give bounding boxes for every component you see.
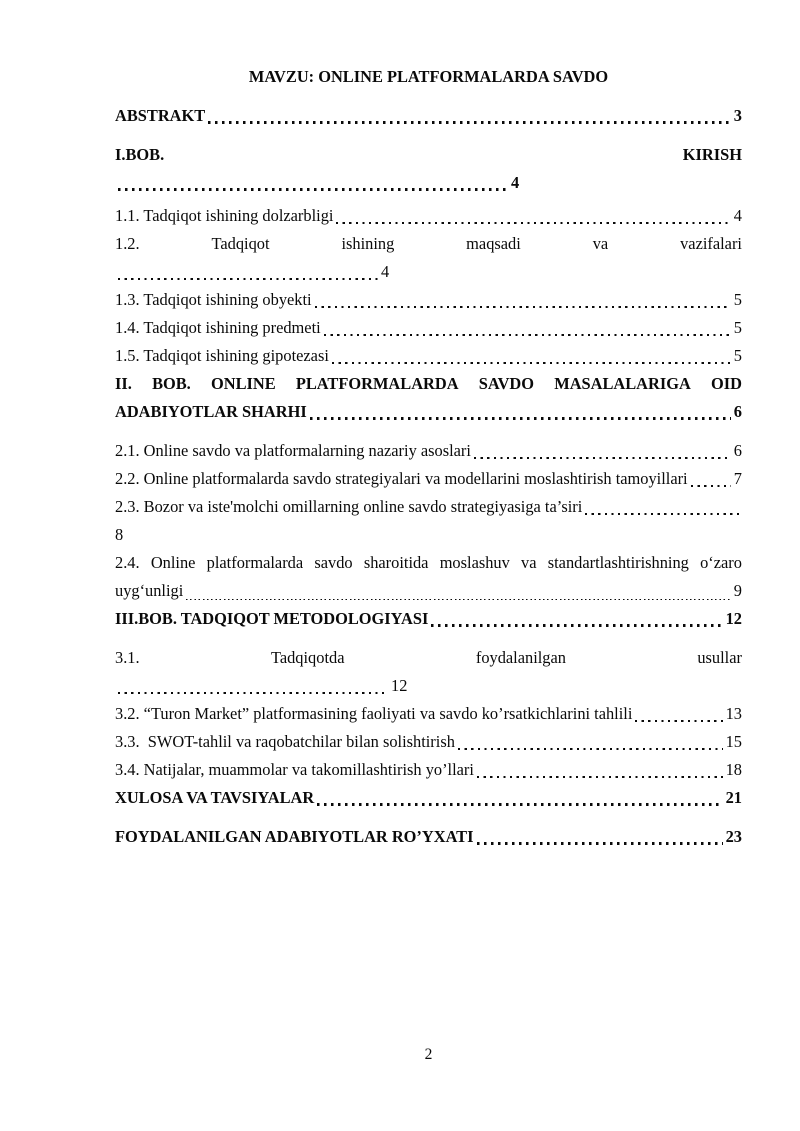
toc-entry-label: 3.2. “Turon Market” platformasining faoliyati va savdo ko’rsatkichlarini tahlili [115, 704, 633, 723]
toc-entry-1-3 [115, 286, 742, 314]
toc-entry-3-1 [115, 644, 742, 672]
toc-entry-bob3 [115, 605, 742, 633]
toc-entry-label: XULOSA VA TAVSIYALAR [115, 788, 315, 807]
document-title: MAVZU: ONLINE PLATFORMALARDA SAVDO [248, 67, 609, 86]
justified-word: 2.4. [115, 553, 140, 572]
toc-entry-bob2-line2 [115, 398, 742, 426]
dot-leader [457, 728, 724, 756]
toc-entry-page: 18 [725, 760, 742, 779]
toc-entry-xulosa [115, 784, 742, 812]
justified-word: MASALALARIGA [554, 374, 691, 393]
toc-entry-page: 4 [733, 206, 742, 225]
table-of-contents [115, 63, 742, 851]
toc-entry-2-3-page-line: 8 [115, 525, 124, 544]
toc-entry-2-1 [115, 437, 742, 465]
justified-word: va [521, 553, 537, 572]
justified-word: sharoitida [363, 553, 429, 572]
toc-entry-label: 3.4. Natijalar, muammolar va takomillashtirish yo’llari [115, 760, 474, 779]
toc-entry-2-4-line1 [115, 549, 742, 577]
dot-leader [207, 102, 732, 130]
justified-word: Online [150, 553, 196, 572]
justified-word: va [592, 234, 609, 253]
toc-entry-page: 4 [381, 262, 390, 281]
toc-entry-page: 12 [725, 609, 742, 628]
toc-entry-page: 3 [733, 106, 742, 125]
toc-entry-page: 7 [733, 469, 742, 488]
toc-entry-3-4 [115, 756, 742, 784]
toc-entry-label: 1.4. Tadqiqot ishining predmeti [115, 318, 321, 337]
dot-leader [185, 577, 732, 605]
justified-word: standartlashtirishning [547, 553, 689, 572]
dot-leader [634, 700, 723, 728]
toc-entry-page: 9 [733, 581, 742, 600]
justified-word: platformalarda [206, 553, 304, 572]
toc-entry-bob1-page-line [115, 169, 742, 197]
dot-leader [323, 314, 732, 342]
toc-entry-page: 5 [733, 346, 742, 365]
toc-entry-abstrakt [115, 102, 742, 130]
toc-entry-page: 13 [725, 704, 742, 723]
justified-word: moslashuv [439, 553, 510, 572]
dot-leader [476, 823, 724, 851]
dot-leader [117, 258, 379, 286]
toc-entry-page: 6 [733, 402, 742, 421]
justified-word: oʻzaro [700, 553, 742, 572]
toc-entry-1-1 [115, 202, 742, 230]
toc-entry-label: uygʻunligi [115, 581, 184, 600]
justified-word: PLATFORMALARDA [295, 374, 459, 393]
toc-entry-page: 15 [725, 732, 742, 751]
dot-leader [331, 342, 732, 370]
toc-entry-page: 5 [733, 318, 742, 337]
justified-word: I.BOB. [115, 145, 165, 164]
toc-entry-adabiyotlar [115, 823, 742, 851]
justified-word: SAVDO [478, 374, 535, 393]
toc-entry-label: 2.1. Online savdo va platformalarning nazariy asoslari [115, 441, 471, 460]
toc-entry-label: FOYDALANILGAN ADABIYOTLAR RO’YXATI [115, 827, 474, 846]
justified-word: maqsadi [466, 234, 521, 253]
dot-leader [335, 202, 731, 230]
toc-entry-page: 21 [725, 788, 742, 807]
justified-word: savdo [314, 553, 353, 572]
justified-word: foydalanilgan [475, 648, 566, 667]
dot-leader [690, 465, 732, 493]
justified-word: Tadqiqot [211, 234, 270, 253]
footer-page-number: 2 [424, 1046, 433, 1063]
toc-entry-2-2 [115, 465, 742, 493]
dot-leader [473, 437, 732, 465]
toc-entry-page: 23 [725, 827, 742, 846]
dot-leader [584, 493, 740, 521]
toc-entry-page: 4 [511, 173, 520, 192]
dot-leader [476, 756, 724, 784]
justified-word: KIRISH [682, 145, 742, 164]
toc-entry-label: 2.3. Bozor va iste'molchi omillarning online savdo strategiyasiga ta’siri [115, 497, 583, 516]
justified-word: II. [115, 374, 132, 393]
justified-word: ONLINE [210, 374, 276, 393]
toc-entry-page: 12 [391, 676, 408, 695]
toc-entry-1-2 [115, 230, 742, 258]
toc-entry-2-4-line2 [115, 577, 742, 605]
justified-word: vazifalari [680, 234, 742, 253]
toc-entry-3-2 [115, 700, 742, 728]
dot-leader [316, 784, 723, 812]
toc-entry-2-3 [115, 493, 742, 521]
dot-leader [117, 169, 509, 197]
justified-word: BOB. [152, 374, 191, 393]
toc-entry-label: 3.3. SWOT-tahlil va raqobatchilar bilan solishtirish [115, 732, 455, 751]
justified-word: Tadqiqotda [270, 648, 345, 667]
toc-entry-bob2-line1 [115, 370, 742, 398]
toc-entry-label: III.BOB. TADQIQOT METODOLOGIYASI [115, 609, 429, 628]
toc-entry-label: 1.5. Tadqiqot ishining gipotezasi [115, 346, 329, 365]
toc-entry-label: 1.3. Tadqiqot ishining obyekti [115, 290, 312, 309]
toc-entry-label: ADABIYOTLAR SHARHI [115, 402, 307, 421]
toc-entry-label: 1.1. Tadqiqot ishining dolzarbligi [115, 206, 334, 225]
toc-entry-1-2-page-line [115, 258, 742, 286]
toc-entry-label: 2.2. Online platformalarda savdo strategiyalari va modellarini moslashtirish tamoyillari [115, 469, 688, 488]
toc-entry-1-5 [115, 342, 742, 370]
toc-entry-label: ABSTRAKT [115, 106, 206, 125]
toc-entry-3-3 [115, 728, 742, 756]
toc-entry-3-1-page-line [115, 672, 742, 700]
dot-leader [430, 605, 723, 633]
justified-word: ishining [341, 234, 395, 253]
justified-word: usullar [697, 648, 742, 667]
dot-leader [309, 398, 732, 426]
justified-word: 3.1. [115, 648, 140, 667]
toc-entry-1-4 [115, 314, 742, 342]
toc-entry-page: 5 [733, 290, 742, 309]
toc-entry-bob1-heading [115, 141, 742, 169]
toc-entry-page: 6 [733, 441, 742, 460]
justified-word: OID [711, 374, 742, 393]
justified-word: 1.2. [115, 234, 140, 253]
dot-leader [314, 286, 732, 314]
dot-leader [117, 672, 389, 700]
